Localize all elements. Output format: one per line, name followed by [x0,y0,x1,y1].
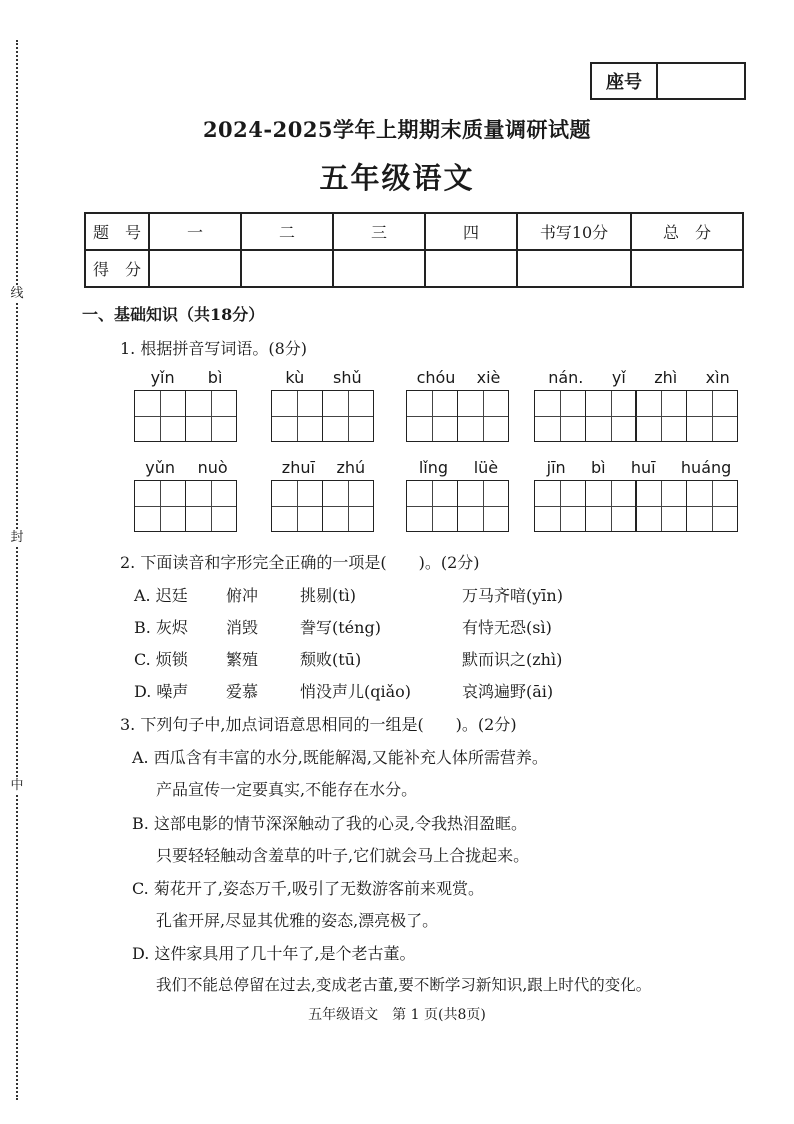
score-header-cell: 四 [425,213,517,250]
pinyin-group [406,458,511,532]
option-word: 默而识之(zhì) [462,650,563,669]
pinyin-syllable: yǔn [145,458,176,477]
score-blank-cell[interactable] [149,250,241,287]
writing-grid-cell[interactable] [271,390,323,442]
pinyin-group [271,458,376,532]
writing-grid-cell[interactable] [635,480,687,532]
pinyin-syllable: zhú [336,458,366,477]
option-word: 消毁 [226,618,259,637]
score-blank-cell[interactable] [241,250,333,287]
score-table-score-row [85,250,743,287]
score-header-cell: 题 号 [85,213,149,250]
score-header-cell: 二 [241,213,333,250]
writing-grid-cell[interactable] [134,480,186,532]
section-heading: 一、基础知识（共18分） [82,305,265,324]
pinyin-group [271,368,376,442]
score-row-label: 得 分 [85,250,149,287]
writing-grid-cell[interactable] [585,390,637,442]
binding-dotted-line [16,40,18,1100]
option-word: 繁殖 [226,650,259,669]
q3-option-c-sentence-1[interactable]: C. 菊花开了,姿态万千,吸引了无数游客前来观赏。 [132,879,485,898]
pinyin-syllable: yǐn [150,368,175,387]
score-header-cell: 一 [149,213,241,250]
binding-char-xian: 线 [10,286,24,301]
pinyin-group [134,458,239,532]
q3-option-a-sentence-1[interactable]: A. 西瓜含有丰富的水分,既能解渴,又能补充人体所需营养。 [132,748,548,767]
writing-grid-cell[interactable] [322,390,374,442]
pinyin-syllable: huī [630,458,656,477]
writing-grid-cell[interactable] [185,390,237,442]
score-table-header-row [85,213,743,250]
seat-number-box [590,62,746,100]
option-word: 俯冲 [226,586,259,605]
option-word: 颓败(tū) [300,650,362,669]
exam-title: 2024-2025学年上期期末质量调研试题 [202,117,592,142]
q3-option-c-sentence-2: 孔雀开屏,尽显其优雅的姿态,漂亮极了。 [156,911,439,930]
pinyin-syllable: xìn [705,368,730,387]
q3-option-b-sentence-2: 只要轻轻触动含羞草的叶子,它们就会马上合拢起来。 [156,846,530,865]
pinyin-syllable: kù [285,368,305,387]
pinyin-syllable: xiè [476,368,501,387]
q3-option-d-sentence-2: 我们不能总停留在过去,变成老古董,要不断学习新知识,跟上时代的变化。 [156,976,652,994]
score-blank-cell[interactable] [631,250,743,287]
pinyin-syllable: nuò [197,458,228,477]
option-word: 挑剔(tì) [300,586,357,605]
writing-grid-cell[interactable] [457,390,509,442]
pinyin-syllable: jīn [546,458,566,477]
option-word: 悄没声儿(qiǎo) [300,682,412,701]
pinyin-syllable: nán. [548,368,584,387]
option-word: D. 噪声 [134,682,189,701]
pinyin-syllable: bì [207,368,223,387]
pinyin-syllable: yǐ [611,368,626,387]
option-word: C. 烦锁 [134,650,188,669]
pinyin-syllable: shǔ [333,368,362,387]
pinyin-syllable: huáng [680,458,732,477]
option-word: B. 灰烬 [134,618,188,637]
writing-grid-cell[interactable] [534,390,586,442]
score-header-cell: 总 分 [631,213,743,250]
pinyin-group [134,368,239,442]
writing-grid-cell[interactable] [686,390,738,442]
pinyin-syllable: bì [590,458,606,477]
seat-label: 座号 [592,64,658,98]
pinyin-syllable: zhuī [281,458,315,477]
question-2-prompt: 2. 下面读音和字形完全正确的一项是( )。(2分) [120,553,480,572]
writing-grid-cell[interactable] [271,480,323,532]
writing-grid-cell[interactable] [585,480,637,532]
option-word: 爱慕 [226,682,259,701]
pinyin-group [534,458,744,532]
option-word: 哀鸿遍野(āi) [462,682,554,701]
option-word: A. 迟廷 [134,586,188,605]
pinyin-group [406,368,511,442]
score-header-cell: 书写10分 [517,213,631,250]
score-blank-cell[interactable] [425,250,517,287]
writing-grid-cell[interactable] [322,480,374,532]
score-table [84,212,744,288]
writing-grid-cell[interactable] [635,390,687,442]
score-header-cell: 三 [333,213,425,250]
score-blank-cell[interactable] [517,250,631,287]
writing-grid-cell[interactable] [534,480,586,532]
question-3-prompt: 3. 下列句子中,加点词语意思相同的一组是( )。(2分) [120,715,517,734]
option-word: 誊写(téng) [300,618,381,637]
exam-subject: 五年级语文 [319,161,475,195]
pinyin-syllable: zhì [654,368,678,387]
pinyin-syllable: lüè [473,458,499,477]
pinyin-syllable: lǐng [418,458,449,477]
pinyin-syllable: chóu [416,368,456,387]
page-footer: 五年级语文 第 1 页(共8页) [308,1007,486,1023]
writing-grid-cell[interactable] [406,480,458,532]
q3-option-b-sentence-1[interactable]: B. 这部电影的情节深深触动了我的心灵,令我热泪盈眶。 [132,814,528,833]
writing-grid-cell[interactable] [686,480,738,532]
writing-grid-cell[interactable] [185,480,237,532]
seat-number-blank[interactable] [658,64,744,98]
writing-grid-cell[interactable] [406,390,458,442]
writing-grid-cell[interactable] [457,480,509,532]
q3-option-a-sentence-2: 产品宣传一定要真实,不能存在水分。 [156,780,418,799]
question-1-prompt: 1. 根据拼音写词语。(8分) [120,339,308,358]
score-blank-cell[interactable] [333,250,425,287]
binding-char-feng: 封 [10,530,24,545]
writing-grid-cell[interactable] [134,390,186,442]
binding-char-zhong: 中 [10,778,24,793]
pinyin-group [534,368,744,442]
option-word: 万马齐喑(yīn) [462,586,563,605]
q3-option-d-sentence-1[interactable]: D. 这件家具用了几十年了,是个老古董。 [132,944,416,963]
option-word: 有恃无恐(sì) [462,618,552,637]
